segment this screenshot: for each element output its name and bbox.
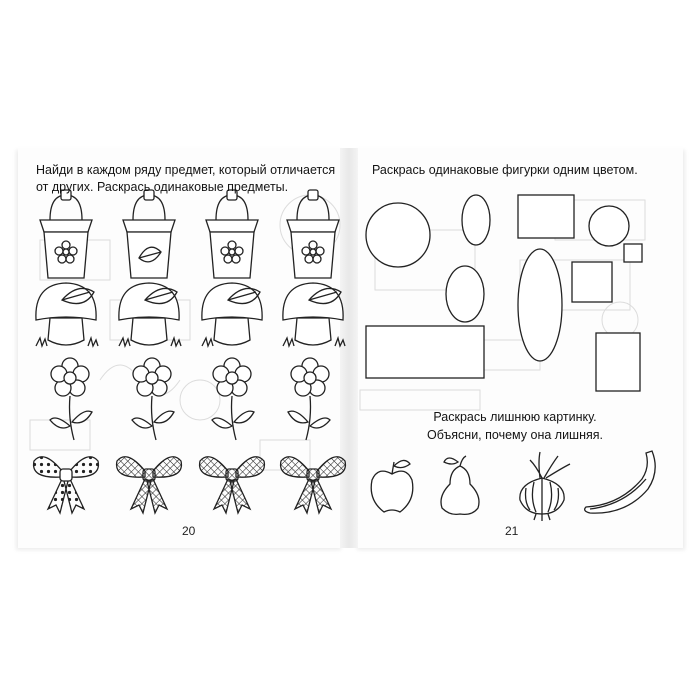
bucket-row <box>40 190 339 278</box>
left-instruction <box>36 162 336 196</box>
page-number-left: 20 <box>182 524 196 538</box>
bucket-icon[interactable] <box>40 190 92 278</box>
circle-shape[interactable] <box>589 206 629 246</box>
bow-icon[interactable] <box>117 457 182 513</box>
ellipse-shape[interactable] <box>462 195 490 245</box>
left-instruction-line1: Найди в каждом ряду предмет, который отличается <box>36 163 336 177</box>
mushroom-icon[interactable] <box>119 283 181 346</box>
rectangle-shape[interactable] <box>366 326 484 378</box>
square-shape[interactable] <box>572 262 612 302</box>
bucket-icon[interactable] <box>123 190 175 278</box>
left-instruction-line2: от других. Раскрась одинаковые предметы. <box>36 180 289 194</box>
rectangle-shape[interactable] <box>518 195 574 238</box>
apple-icon[interactable] <box>371 460 413 512</box>
right-instruction-bottom <box>400 408 630 444</box>
flower-row <box>50 358 330 440</box>
pear-icon[interactable] <box>441 456 479 514</box>
bow-icon[interactable] <box>34 457 99 513</box>
ellipse-shape[interactable] <box>446 266 484 322</box>
square-shape[interactable] <box>624 244 642 262</box>
banana-icon[interactable] <box>585 451 656 513</box>
bow-row <box>34 457 346 513</box>
right-instruction-top: Раскрась одинаковые фигурки одним цветом. <box>372 163 638 177</box>
rectangle-shape[interactable] <box>596 333 640 391</box>
right-instruction-bottom-line2: Объясни, почему она лишняя. <box>427 428 603 442</box>
bow-icon[interactable] <box>200 457 265 513</box>
page-number-right: 21 <box>505 524 519 538</box>
flower-icon[interactable] <box>288 358 330 440</box>
ellipse-shape[interactable] <box>518 249 562 361</box>
circle-shape[interactable] <box>366 203 430 267</box>
mushroom-icon[interactable] <box>36 283 98 346</box>
bucket-icon[interactable] <box>206 190 258 278</box>
flower-icon[interactable] <box>212 358 254 440</box>
onion-icon[interactable] <box>520 452 570 521</box>
right-instruction-bottom-line1: Раскрась лишнюю картинку. <box>433 410 597 424</box>
fruit-row <box>371 451 655 521</box>
flower-icon[interactable] <box>50 358 92 440</box>
shapes-group <box>366 195 642 391</box>
mushroom-icon[interactable] <box>283 283 345 346</box>
bow-icon[interactable] <box>281 457 346 513</box>
mushroom-icon[interactable] <box>202 283 262 346</box>
flower-icon[interactable] <box>132 358 174 440</box>
